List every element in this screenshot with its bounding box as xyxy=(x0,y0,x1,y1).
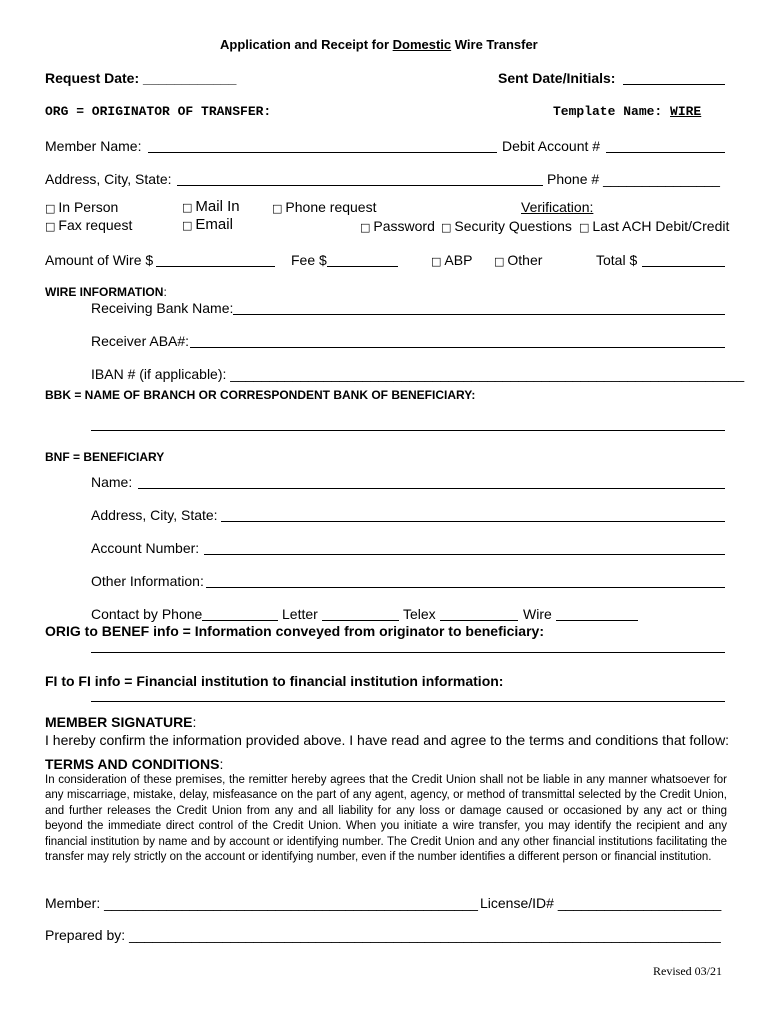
wire-info-label: WIRE INFORMATION xyxy=(45,285,164,299)
terms-heading xyxy=(45,756,223,772)
fi-to-fi-line[interactable] xyxy=(91,701,725,702)
template-name-value: WIRE xyxy=(670,104,702,119)
title-suffix: Wire Transfer xyxy=(451,37,538,52)
member-sign-label: Member: xyxy=(45,895,101,911)
revision-note: Revised 03/21 xyxy=(653,964,722,978)
checkbox-icon: □ xyxy=(182,219,193,232)
orig-to-benef-heading: ORIG to BENEF info = Information conveyed from originator to beneficiary: xyxy=(45,623,544,639)
iban-field[interactable] xyxy=(91,366,744,382)
checkbox-icon: □ xyxy=(579,221,590,234)
abp-label: ABP xyxy=(444,252,473,268)
letter-label: Letter xyxy=(282,606,318,622)
checkbox-icon: □ xyxy=(45,220,56,233)
amount-of-wire-label: Amount of Wire $ xyxy=(45,252,154,268)
member-address-label: Address, City, State: xyxy=(45,171,172,187)
license-field[interactable] xyxy=(480,895,721,911)
fax-request-label: Fax request xyxy=(58,217,133,233)
checkbox-fax-request[interactable] xyxy=(45,217,132,233)
telex-line[interactable] xyxy=(440,620,518,621)
checkbox-security-questions[interactable] xyxy=(441,218,572,234)
member-signature-label: MEMBER SIGNATURE xyxy=(45,714,193,730)
checkbox-email[interactable] xyxy=(182,216,233,233)
receiver-aba-line[interactable] xyxy=(190,347,725,348)
password-label: Password xyxy=(373,218,435,234)
page-title xyxy=(220,37,538,52)
mail-in-label: Mail In xyxy=(195,198,240,215)
org-heading: ORG = ORIGINATOR OF TRANSFER: xyxy=(45,104,272,119)
iban-label: IBAN # (if applicable): xyxy=(91,366,227,382)
bbk-line[interactable] xyxy=(91,430,725,431)
bbk-heading: BBK = NAME OF BRANCH OR CORRESPONDENT BANK OF BENEFICIARY: xyxy=(45,388,476,402)
signature-statement: I hereby confirm the information provided above. I have read and agree to the terms and conditions that follow: xyxy=(45,732,730,748)
checkbox-in-person[interactable] xyxy=(45,199,118,215)
last-ach-label: Last ACH Debit/Credit xyxy=(592,218,730,234)
terms-colon: : xyxy=(219,756,224,772)
bnf-other-line[interactable] xyxy=(206,587,725,588)
member-name-line[interactable] xyxy=(148,152,497,153)
wire-label: Wire xyxy=(523,606,552,622)
phone-request-label: Phone request xyxy=(285,199,377,215)
prepared-by-field[interactable] xyxy=(45,927,721,943)
security-questions-label: Security Questions xyxy=(454,218,572,234)
bnf-address-label: Address, City, State: xyxy=(91,507,218,523)
debit-account-label: Debit Account # xyxy=(502,138,601,154)
checkbox-icon: □ xyxy=(272,202,283,215)
wire-info-colon: : xyxy=(163,285,167,299)
bnf-address-line[interactable] xyxy=(221,521,725,522)
member-sign-blank: ________________________________________________ xyxy=(104,895,478,911)
fee-line[interactable] xyxy=(327,266,398,267)
sent-date-line[interactable] xyxy=(623,84,725,85)
request-date-label: Request Date: xyxy=(45,70,140,86)
orig-to-benef-line[interactable] xyxy=(91,652,725,653)
title-prefix: Application and Receipt for xyxy=(220,37,393,52)
bnf-account-line[interactable] xyxy=(204,554,725,555)
letter-line[interactable] xyxy=(322,620,399,621)
member-signature-colon: : xyxy=(192,714,197,730)
amount-of-wire-line[interactable] xyxy=(156,266,275,267)
email-label: Email xyxy=(195,216,233,233)
template-name-label: Template Name: xyxy=(553,104,663,119)
contact-by-phone-label: Contact by Phone xyxy=(91,606,203,622)
iban-blank: __________________________________________________________________ xyxy=(230,366,745,382)
in-person-label: In Person xyxy=(58,199,119,215)
sent-date-label: Sent Date/Initials: xyxy=(498,70,616,86)
phone-label: Phone # xyxy=(547,171,600,187)
request-date-field[interactable] xyxy=(45,70,236,86)
template-name xyxy=(553,104,701,119)
bnf-heading: BNF = BENEFICIARY xyxy=(45,450,165,464)
checkbox-icon: □ xyxy=(441,221,452,234)
other-label: Other xyxy=(507,252,543,268)
checkbox-icon: □ xyxy=(360,221,371,234)
wire-line[interactable] xyxy=(556,620,638,621)
member-sign-field[interactable] xyxy=(45,895,478,911)
title-emphasis: Domestic xyxy=(392,37,452,52)
license-label: License/ID# xyxy=(480,895,554,911)
checkbox-other[interactable] xyxy=(494,252,542,268)
bnf-name-label: Name: xyxy=(91,474,133,490)
bnf-other-label: Other Information: xyxy=(91,573,204,589)
member-signature-heading xyxy=(45,714,196,730)
checkbox-icon: □ xyxy=(431,255,442,268)
checkbox-icon: □ xyxy=(182,201,193,214)
request-date-blank: ____________ xyxy=(143,70,237,86)
total-line[interactable] xyxy=(642,266,725,267)
phone-blank: _______________ xyxy=(603,171,720,187)
checkbox-phone-request[interactable] xyxy=(272,199,376,215)
prepared-by-blank: ____________________________________________________________________________ xyxy=(129,927,721,943)
receiver-aba-label: Receiver ABA#: xyxy=(91,333,190,349)
verification-label: Verification: xyxy=(521,199,594,215)
wire-info-heading xyxy=(45,285,167,299)
checkbox-password[interactable] xyxy=(360,218,435,234)
bnf-name-line[interactable] xyxy=(138,488,725,489)
checkbox-mail-in[interactable] xyxy=(182,198,240,215)
telex-label: Telex xyxy=(403,606,436,622)
receiving-bank-line[interactable] xyxy=(233,314,725,315)
prepared-by-label: Prepared by: xyxy=(45,927,126,943)
checkbox-last-ach[interactable] xyxy=(579,218,729,234)
license-blank: _____________________ xyxy=(557,895,722,911)
receiving-bank-label: Receiving Bank Name: xyxy=(91,300,234,316)
checkbox-icon: □ xyxy=(45,202,56,215)
debit-account-line[interactable] xyxy=(606,152,725,153)
total-label: Total $ xyxy=(596,252,638,268)
phone-field[interactable] xyxy=(547,171,720,187)
fee-label: Fee $ xyxy=(291,252,327,268)
fi-to-fi-heading: FI to FI info = Financial institution to financial institution information: xyxy=(45,673,504,689)
contact-phone-line[interactable] xyxy=(202,620,278,621)
checkbox-abp[interactable] xyxy=(431,252,472,268)
checkbox-icon: □ xyxy=(494,255,505,268)
bnf-account-label: Account Number: xyxy=(91,540,200,556)
terms-label: TERMS AND CONDITIONS xyxy=(45,756,220,772)
member-address-line[interactable] xyxy=(177,185,543,186)
terms-body: In consideration of these premises, the remitter hereby agrees that the Credit Union shall not be liable in any manner whatsoever for any miscarriage, mistake, delay, misfeasance on the part of any agent, agency, or method of transmittal selected by the Credit Union, and further releases the Credit Union from any and all liability for any loss or damage caused or occasioned by any act or thing beyond the immediate direct control of the Credit Union. When you initiate a wire transfer, you may identify the recipient and any financial institution by name and by account or identifying number. The Credit Union and any other financial institutions facilitating the transfer may rely strictly on the account or identifying number, even if the number identifies a different person or financial institution. xyxy=(45,774,727,864)
member-name-label: Member Name: xyxy=(45,138,142,154)
